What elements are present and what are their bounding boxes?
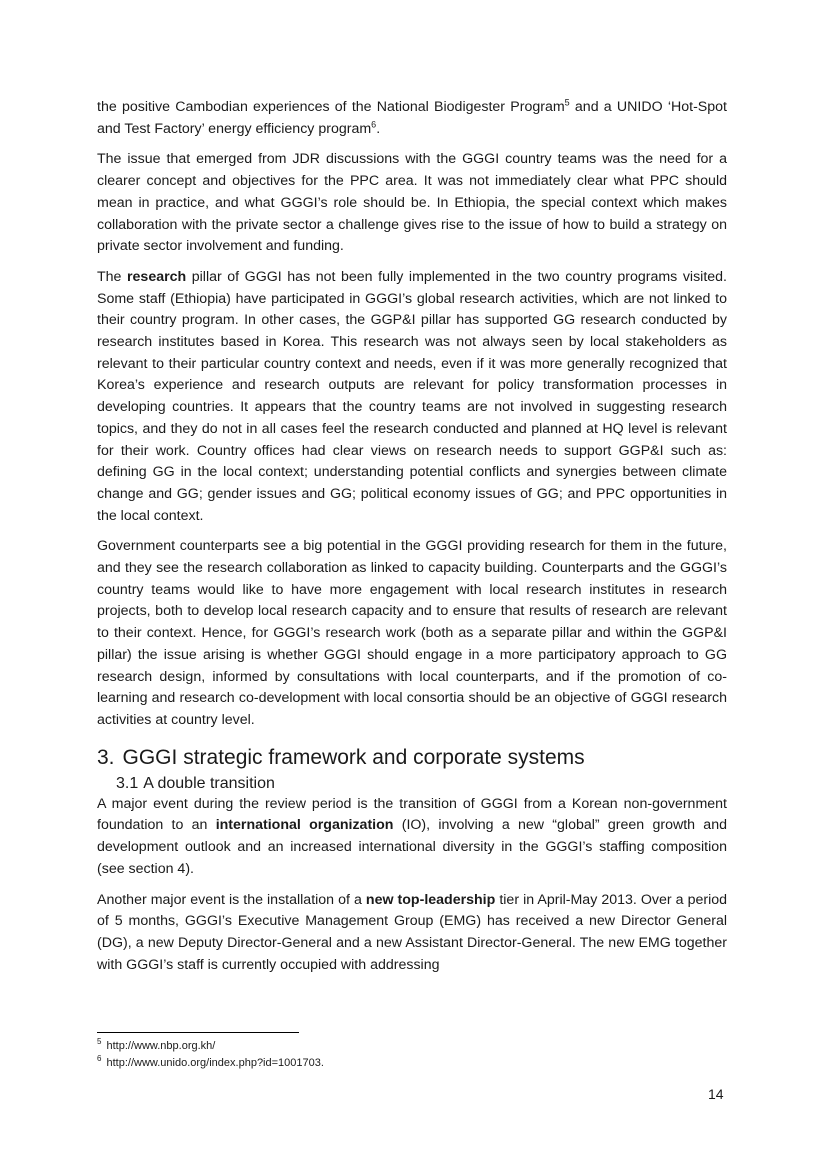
page-body — [97, 97, 727, 985]
paragraph-new-leadership — [97, 890, 727, 977]
bold-term-new-top-leadership: new top-leadership — [365, 891, 496, 908]
footnote-6 — [97, 1055, 727, 1072]
paragraph-text: (IO), involving a new “global” green growth and development outlook and an increased international diversity in the GGGI’s staffing composition (see section 4). — [97, 817, 727, 877]
paragraph-text: The — [97, 268, 128, 285]
paragraph-text: pillar of GGGI has not been fully implemented in the two country programs visited. Some staff (Ethiopia) have participated in GGGI’s global research activities, which are not linked to their country program. In other cases, the GGP&I pillar has supported GG research conducted by research institutes based in Korea. This research was not always seen by local stakeholders as relevant to their particular country context and needs, even if it was more generally recognized that Korea’s experience and research outputs are relevant for policy transformation processes in developing countries. It appears that the country teams are not involved in suggesting research topics, and they do not in all cases feel the research conducted and planned at HQ level is relevant for their work. Country offices had clear views on research needs to support GGP&I such as: defining GG in the local context; understanding potential conflicts and synergies between climate change and GG; gender issues and GG; political economy issues of GG; and PPC opportunities in the local context. — [97, 268, 727, 524]
subsection-title: A double transition — [143, 774, 275, 792]
section-number: 3. — [97, 745, 115, 769]
paragraph-research-pillar — [97, 267, 727, 527]
paragraph-text: tier in April-May 2013. Over a period of 5 months, GGGI’s Executive Management Group (EMG) has received a new Director General (DG), a new Deputy Director-General and a new Assistant Director-General. The new EMG together with GGGI’s staff is currently occupied with addressing — [97, 891, 728, 973]
paragraph-ppc-issue: The issue that emerged from JDR discussions with the GGGI country teams was the need for a clearer concept and objectives for the PPC area. It was not immediately clear what PPC should mean in practice, and what GGGI’s role should be. In Ethiopia, the special context which makes collaboration with the private sector a challenge gives rise to the issue of how to build a strategy on private sector involvement and funding. — [97, 151, 727, 255]
paragraph-text: the positive Cambodian experiences of the National Biodigester Program — [97, 99, 565, 115]
subsection-heading — [116, 773, 727, 794]
footnotes — [97, 1038, 727, 1072]
bold-term-research: research — [127, 268, 187, 285]
subsection-number: 3.1 — [116, 774, 139, 792]
paragraph-text: . — [376, 120, 381, 137]
page-number: 14 — [708, 1086, 724, 1102]
section-title: GGGI strategic framework and corporate systems — [122, 745, 585, 769]
footnote-link[interactable]: http://www.nbp.org.kh/ — [103, 1040, 216, 1052]
paragraph-text: A major event during the review period is the transition of GGGI from a Korean non-government foundation to an — [97, 795, 727, 834]
footnote-mark: 6 — [97, 1054, 102, 1064]
footnote-mark: 5 — [97, 1037, 102, 1047]
footnote-ref-5[interactable]: 5 — [564, 97, 570, 108]
section-heading — [97, 745, 727, 771]
bold-term-international-organization: international organization — [215, 817, 394, 834]
paragraph-cambodian-experiences — [97, 97, 727, 140]
paragraph-text: Another major event is the installation of a — [97, 891, 366, 908]
paragraph-international-organization — [97, 794, 727, 881]
paragraph-text: and a UNIDO ‘Hot-Spot and Test Factory’ energy efficiency program — [97, 99, 727, 137]
footnote-link[interactable]: http://www.unido.org/index.php?id=1001703. — [103, 1057, 324, 1069]
footnote-separator — [97, 1032, 299, 1033]
footnote-5 — [97, 1038, 727, 1055]
paragraph-government-counterparts: Government counterparts see a big potential in the GGGI providing research for them in the future, and they see the research collaboration as linked to capacity building. Counterparts and the GGGI’s country teams would like to have more engagement with local research institutes in research projects, both to develop local research capacity and to ensure that results of research are relevant to their context. Hence, for GGGI’s research work (both as a separate pillar and within the GGP&I pillar) the issue arising is whether GGGI should engage in a more participatory approach to GG research design, informed by consultations with local counterparts, and if the promotion of co-learning and research co-development with local consortia should be an objective of GGGI research activities at country level. — [97, 538, 727, 728]
footnote-ref-6[interactable]: 6 — [371, 118, 377, 129]
